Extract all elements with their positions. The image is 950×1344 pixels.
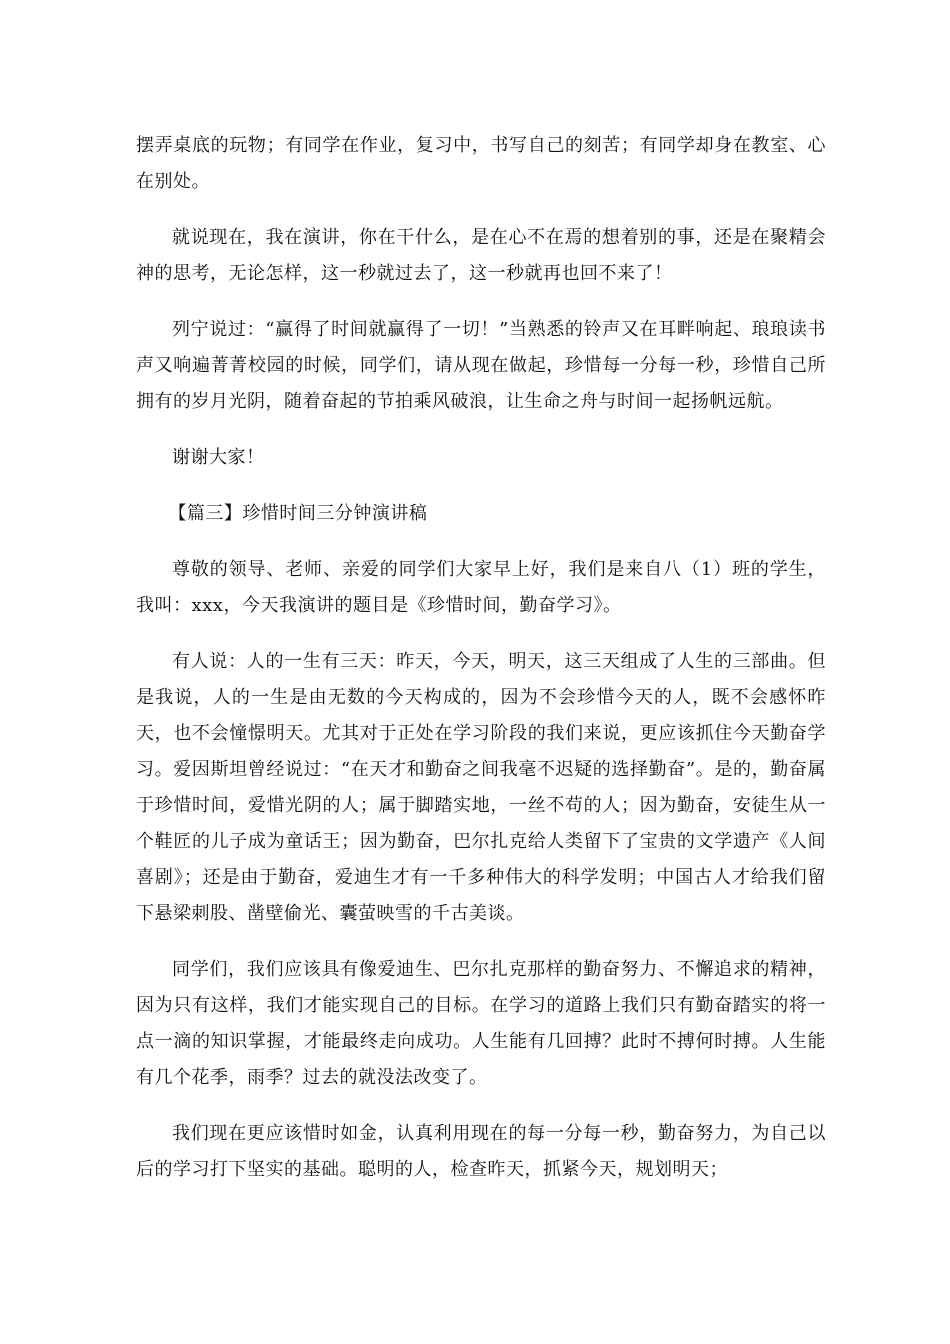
paragraph-lenin-quote: 列宁说过：“赢得了时间就赢得了一切！”当熟悉的铃声又在耳畔响起、琅琅读书声又响遍菁菁校园的时候，同学们，请从现在做起，珍惜每一分每一秒，珍惜自己所拥有的岁月光阴，随着奋起的节拍乘风破浪，让生命之舟与时间一起扬帆远航。 bbox=[136, 319, 826, 412]
paragraph-classmates: 同学们，我们应该具有像爱迪生、巴尔扎克那样的勤奋努力、不懈追求的精神，因为只有这样，我们才能实现自己的目标。在学习的道路上我们只有勤奋踏实的将一点一滴的知识掌握，才能最终走向成功。人生能有几回搏？此时不搏何时搏。人生能有几个花季，雨季？过去的就没法改变了。 bbox=[136, 959, 826, 1088]
document-body bbox=[136, 128, 826, 1208]
paragraph-greeting: 尊敬的领导、老师、亲爱的同学们大家早上好，我们是来自八（1）班的学生，我叫：xxx，今天我演讲的题目是《珍惜时间，勤奋学习》。 bbox=[136, 559, 826, 616]
paragraph-cherish-time: 我们现在更应该惜时如金，认真利用现在的每一分每一秒，勤奋努力，为自己以后的学习打下坚实的基础。聪明的人，检查昨天，抓紧今天，规划明天； bbox=[136, 1123, 826, 1180]
paragraph-continuation: 摆弄桌底的玩物；有同学在作业，复习中，书写自己的刻苦；有同学却身在教室、心在别处。 bbox=[136, 135, 826, 192]
paragraph-now-speech: 就说现在，我在演讲，你在干什么，是在心不在焉的想着别的事，还是在聚精会神的思考，无论怎样，这一秒就过去了，这一秒就再也回不来了！ bbox=[136, 227, 826, 284]
section-heading: 【篇三】珍惜时间三分钟演讲稿 bbox=[168, 503, 428, 524]
paragraph-three-days: 有人说：人的一生有三天：昨天，今天，明天，这三天组成了人生的三部曲。但是我说，人的一生是由无数的今天构成的，因为不会珍惜今天的人，既不会感怀昨天，也不会憧憬明天。尤其对于正处在学习阶段的我们来说，更应该抓住今天勤奋学习。爱因斯坦曾经说过：“在天才和勤奋之间我毫不迟疑的选择勤奋”。是的，勤奋属于珍惜时间，爱惜光阴的人；属于脚踏实地，一丝不苟的人；因为勤奋，安徒生从一个鞋匠的儿子成为童话王；因为勤奋，巴尔扎克给人类留下了宝贵的文学遗产《人间喜剧》；还是由于勤奋，爱迪生才有一千多种伟大的科学发明；中国古人才给我们留下悬梁刺股、凿壁偷光、囊萤映雪的千古美谈。 bbox=[136, 651, 826, 924]
paragraph-thanks: 谢谢大家！ bbox=[172, 447, 265, 468]
